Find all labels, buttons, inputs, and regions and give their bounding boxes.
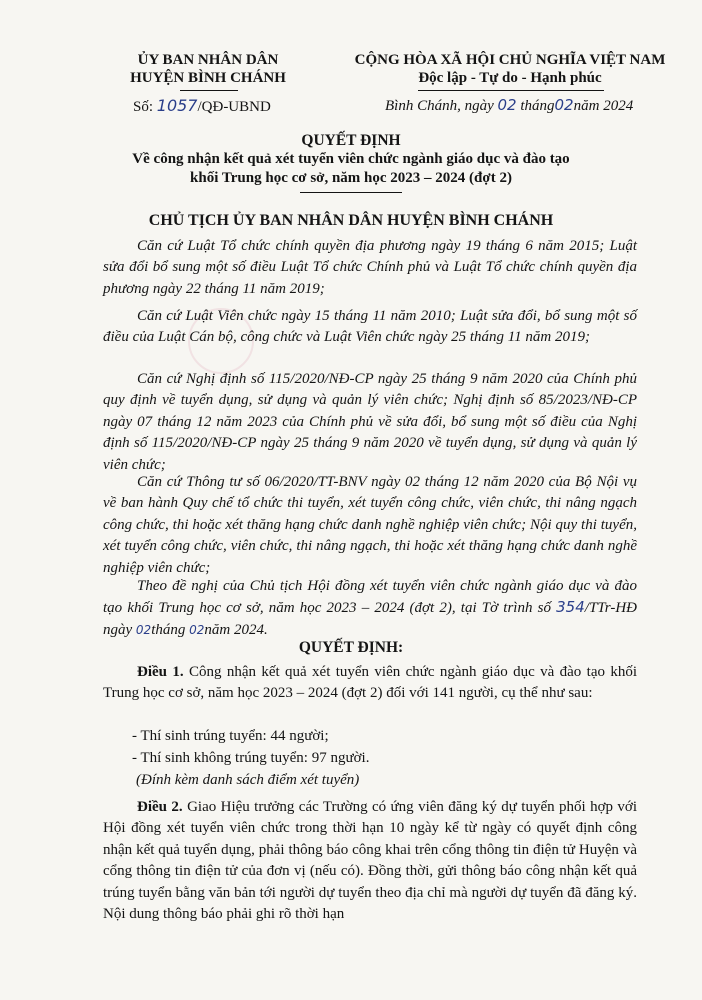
- subject-line-2: khối Trung học cơ sở, năm học 2023 – 2024 (đợt 2): [190, 170, 512, 186]
- legal-basis-1: Căn cứ Luật Tổ chức chính quyền địa phương ngày 19 tháng 6 năm 2015; Luật sửa đổi bổ sung một số điều Luật Tổ chức Chính phủ và Luật Tổ chức chính quyền địa phương ngày 22 tháng 11 năm 2019;: [103, 238, 637, 297]
- proposal-paragraph: Theo đề nghị của Chủ tịch Hội đồng xét tuyển viên chức ngành giáo dục và đào tạo khối Trung học cơ sở, năm học 2023 – 2024 (đợt 2), tại Tờ trình số 354/TTr-HĐ ngày 02tháng 02năm 2024.: [103, 578, 638, 638]
- issuing-authority: CHỦ TỊCH ỦY BAN NHÂN DÂN HUYỆN BÌNH CHÁNH: [148, 212, 554, 229]
- org-name-line1: ỦY BAN NHÂN DÂN: [137, 52, 279, 68]
- legal-basis-4: Căn cứ Thông tư số 06/2020/TT-BNV ngày 02 tháng 12 năm 2020 của Bộ Nội vụ về ban hành Quy chế tổ chức thi tuyển, xét tuyển công chức, viên chức, thi nâng ngạch công chức, thi hoặc xét thăng hạng chức danh nghề nghiệp viên chức; Nội quy thi tuyển, xét tuyển công chức, viên chức, thi nâng ngạch, thi hoặc xét thăng hạng chức danh nghề nghiệp viên chức;: [103, 474, 637, 576]
- article-1-label: Điều 1.: [137, 664, 184, 680]
- org-name-line2: HUYỆN BÌNH CHÁNH: [130, 70, 286, 86]
- article-2-label: Điều 2.: [137, 799, 183, 815]
- legal-basis-2: Căn cứ Luật Viên chức ngày 15 tháng 11 năm 2010; Luật sửa đổi, bổ sung một số điều của Luật Cán bộ, công chức và Luật Viên chức ngày 25 tháng 11 năm 2019;: [103, 308, 637, 346]
- national-motto: Độc lập - Tự do - Hạnh phúc: [418, 70, 602, 86]
- document-number: Số: 1057/QĐ-UBND: [133, 96, 271, 115]
- article-1-item-2: - Thí sinh không trúng tuyển: 97 người.: [132, 750, 370, 766]
- subject-line-1: Về công nhận kết quả xét tuyển viên chức ngành giáo dục và đào tạo: [132, 151, 570, 167]
- handwritten-proposal-month: 02: [189, 622, 205, 637]
- document-date: Bình Chánh, ngày 02 tháng02năm 2024: [385, 96, 634, 114]
- article-2: Điều 2. Giao Hiệu trưởng các Trường có ứng viên đăng ký dự tuyển phối hợp với Hội đồng xét tuyển viên chức trong thời hạn 10 ngày kể từ ngày có quyết định công nhận kết quả tuyển dụng, phải thông báo công khai trên cổng thông tin điện tử Huyện và cổng thông tin điện tử của đơn vị (nếu có). Đồng thời, gửi thông báo công nhận kết quả trúng tuyển bằng văn bản tới người dự tuyển theo địa chỉ mà người dự tuyển đã đăng ký. Nội dung thông báo phải ghi rõ thời hạn: [103, 799, 638, 923]
- handwritten-proposal-day: 02: [135, 622, 152, 637]
- document-type: QUYẾT ĐỊNH: [301, 132, 401, 149]
- title-underline: [300, 192, 402, 193]
- motto-underline: [418, 90, 604, 91]
- article-1-item-1: - Thí sinh trúng tuyển: 44 người;: [132, 728, 329, 744]
- nation-title: CỘNG HÒA XÃ HỘI CHỦ NGHĨA VIỆT NAM: [354, 52, 666, 68]
- org-underline: [180, 90, 238, 91]
- decide-heading: QUYẾT ĐỊNH:: [298, 639, 404, 656]
- handwritten-month: 02: [554, 96, 574, 114]
- handwritten-number: 1057: [156, 96, 198, 115]
- article-1: Điều 1. Công nhận kết quả xét tuyển viên chức ngành giáo dục và đào tạo khối Trung học cơ sở, năm học 2023 – 2024 (đợt 2) đối với 141 người, cụ thể như sau:: [103, 664, 638, 702]
- article-1-note: (Đính kèm danh sách điểm xét tuyển): [136, 772, 360, 788]
- legal-basis-3: Căn cứ Nghị định số 115/2020/NĐ-CP ngày 25 tháng 9 năm 2020 của Chính phủ quy định về tuyển dụng, sử dụng và quản lý viên chức; Nghị định số 85/2023/NĐ-CP ngày 07 tháng 12 năm 2023 của Chính phủ về sửa đổi, bổ sung một số điều của Nghị định số 115/2020/NĐ-CP ngày 25 tháng 9 năm 2020 về tuyển dụng, sử dụng và quản lý viên chức;: [103, 371, 637, 473]
- handwritten-proposal-number: 354: [556, 598, 585, 617]
- handwritten-day: 02: [497, 96, 517, 114]
